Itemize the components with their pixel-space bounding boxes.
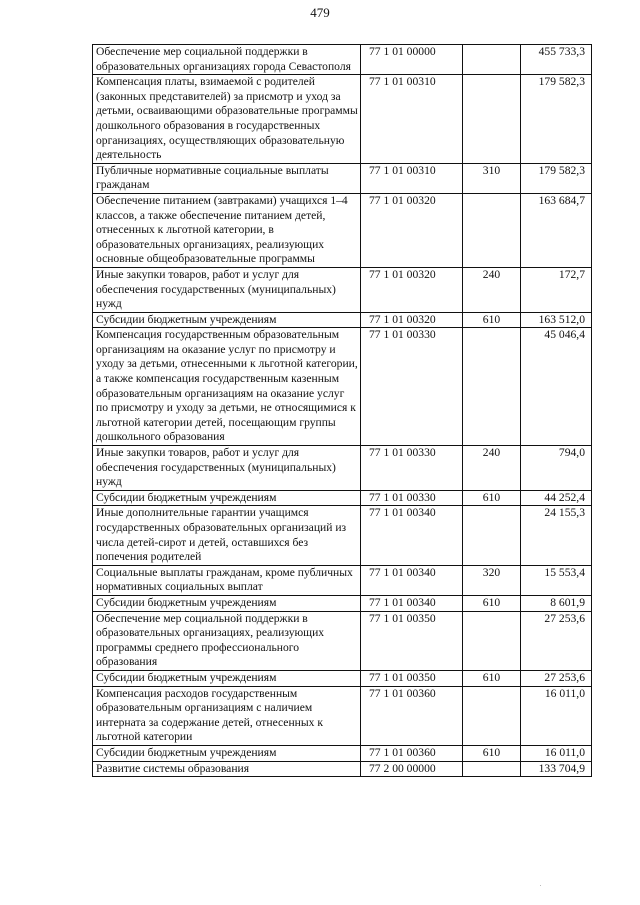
table-row [93, 193, 592, 267]
cell-vr [463, 328, 521, 446]
cell-amount: 8 601,9 [521, 595, 592, 611]
cell-amount: 794,0 [521, 446, 592, 491]
cell-name: Обеспечение питанием (завтраками) учащихся 1–4 классов, а также обеспечение питанием детей, отнесенных к льготной категории, в образовательных организациях, реализующих основные общеобразовательные программы [93, 193, 361, 267]
cell-code: 77 1 01 00000 [361, 45, 463, 75]
cell-vr [463, 611, 521, 670]
cell-name: Публичные нормативные социальные выплаты гражданам [93, 163, 361, 193]
table-row [93, 761, 592, 777]
cell-code: 77 1 01 00330 [361, 328, 463, 446]
cell-name: Обеспечение мер социальной поддержки в образовательных организациях города Севастополя [93, 45, 361, 75]
cell-vr: 310 [463, 163, 521, 193]
cell-amount: 172,7 [521, 267, 592, 312]
cell-name: Иные закупки товаров, работ и услуг для обеспечения государственных (муниципальных) нужд [93, 446, 361, 491]
cell-amount: 27 253,6 [521, 611, 592, 670]
cell-name: Иные дополнительные гарантии учащимся государственных образовательных организаций из числа детей-сирот и детей, оставшихся без попечения родителей [93, 506, 361, 565]
table-row [93, 45, 592, 75]
table-row [93, 595, 592, 611]
table-row [93, 745, 592, 761]
table-row [93, 670, 592, 686]
cell-vr: 610 [463, 670, 521, 686]
cell-name: Иные закупки товаров, работ и услуг для обеспечения государственных (муниципальных) нужд [93, 267, 361, 312]
cell-vr [463, 75, 521, 164]
page-number: 479 [310, 5, 330, 20]
table-row [93, 75, 592, 164]
scan-speck [540, 885, 541, 886]
cell-code: 77 1 01 00320 [361, 312, 463, 328]
cell-name: Обеспечение мер социальной поддержки в образовательных организациях, реализующих программы среднего профессионального образования [93, 611, 361, 670]
cell-vr [463, 761, 521, 777]
cell-code: 77 1 01 00330 [361, 446, 463, 491]
cell-amount: 24 155,3 [521, 506, 592, 565]
cell-vr: 610 [463, 595, 521, 611]
cell-amount: 44 252,4 [521, 490, 592, 506]
table-row [93, 446, 592, 491]
cell-code: 77 1 01 00360 [361, 686, 463, 745]
cell-amount: 455 733,3 [521, 45, 592, 75]
cell-name: Компенсация расходов государственным образовательным организациям с наличием интерната за содержание детей, отнесенных к льготной категории [93, 686, 361, 745]
cell-vr [463, 193, 521, 267]
cell-code: 77 1 01 00340 [361, 506, 463, 565]
cell-amount: 179 582,3 [521, 75, 592, 164]
cell-amount: 16 011,0 [521, 686, 592, 745]
cell-vr: 610 [463, 490, 521, 506]
cell-code: 77 1 01 00330 [361, 490, 463, 506]
cell-code: 77 1 01 00320 [361, 193, 463, 267]
cell-name: Компенсация государственным образовательным организациям на оказание услуг по присмотру и уходу за детьми, отнесенными к льготной категории, а также компенсация государственным казенным образовательным организациям на оказание услуг по присмотру и уходу за детьми, не относящимися к льготной категории детей, посещающим группы дошкольного образования [93, 328, 361, 446]
cell-vr [463, 686, 521, 745]
cell-amount: 163 684,7 [521, 193, 592, 267]
cell-name: Субсидии бюджетным учреждениям [93, 312, 361, 328]
table-row [93, 506, 592, 565]
cell-code: 77 1 01 00360 [361, 745, 463, 761]
cell-vr: 240 [463, 446, 521, 491]
table-row [93, 490, 592, 506]
cell-name: Компенсация платы, взимаемой с родителей (законных представителей) за присмотр и уход за детьми, осваивающими образовательные программы дошкольного образования в государственных организациях, осуществляющих образовательную деятельность [93, 75, 361, 164]
cell-name: Субсидии бюджетным учреждениям [93, 670, 361, 686]
cell-vr [463, 45, 521, 75]
cell-amount: 27 253,6 [521, 670, 592, 686]
cell-amount: 15 553,4 [521, 565, 592, 595]
table-row [93, 163, 592, 193]
cell-name: Субсидии бюджетным учреждениям [93, 745, 361, 761]
table-row [93, 686, 592, 745]
cell-vr: 240 [463, 267, 521, 312]
table-row [93, 312, 592, 328]
table-row [93, 267, 592, 312]
budget-table [92, 44, 592, 777]
cell-code: 77 1 01 00340 [361, 565, 463, 595]
cell-name: Субсидии бюджетным учреждениям [93, 595, 361, 611]
table-row [93, 328, 592, 446]
cell-code: 77 2 00 00000 [361, 761, 463, 777]
cell-name: Социальные выплаты гражданам, кроме публичных нормативных социальных выплат [93, 565, 361, 595]
cell-code: 77 1 01 00310 [361, 75, 463, 164]
cell-amount: 133 704,9 [521, 761, 592, 777]
cell-code: 77 1 01 00310 [361, 163, 463, 193]
cell-vr: 610 [463, 312, 521, 328]
cell-amount: 163 512,0 [521, 312, 592, 328]
cell-code: 77 1 01 00320 [361, 267, 463, 312]
cell-amount: 179 582,3 [521, 163, 592, 193]
cell-amount: 16 011,0 [521, 745, 592, 761]
cell-vr [463, 506, 521, 565]
cell-name: Субсидии бюджетным учреждениям [93, 490, 361, 506]
table-row [93, 611, 592, 670]
cell-vr: 610 [463, 745, 521, 761]
cell-amount: 45 046,4 [521, 328, 592, 446]
cell-name: Развитие системы образования [93, 761, 361, 777]
cell-code: 77 1 01 00350 [361, 670, 463, 686]
cell-vr: 320 [463, 565, 521, 595]
cell-code: 77 1 01 00340 [361, 595, 463, 611]
table-row [93, 565, 592, 595]
cell-code: 77 1 01 00350 [361, 611, 463, 670]
